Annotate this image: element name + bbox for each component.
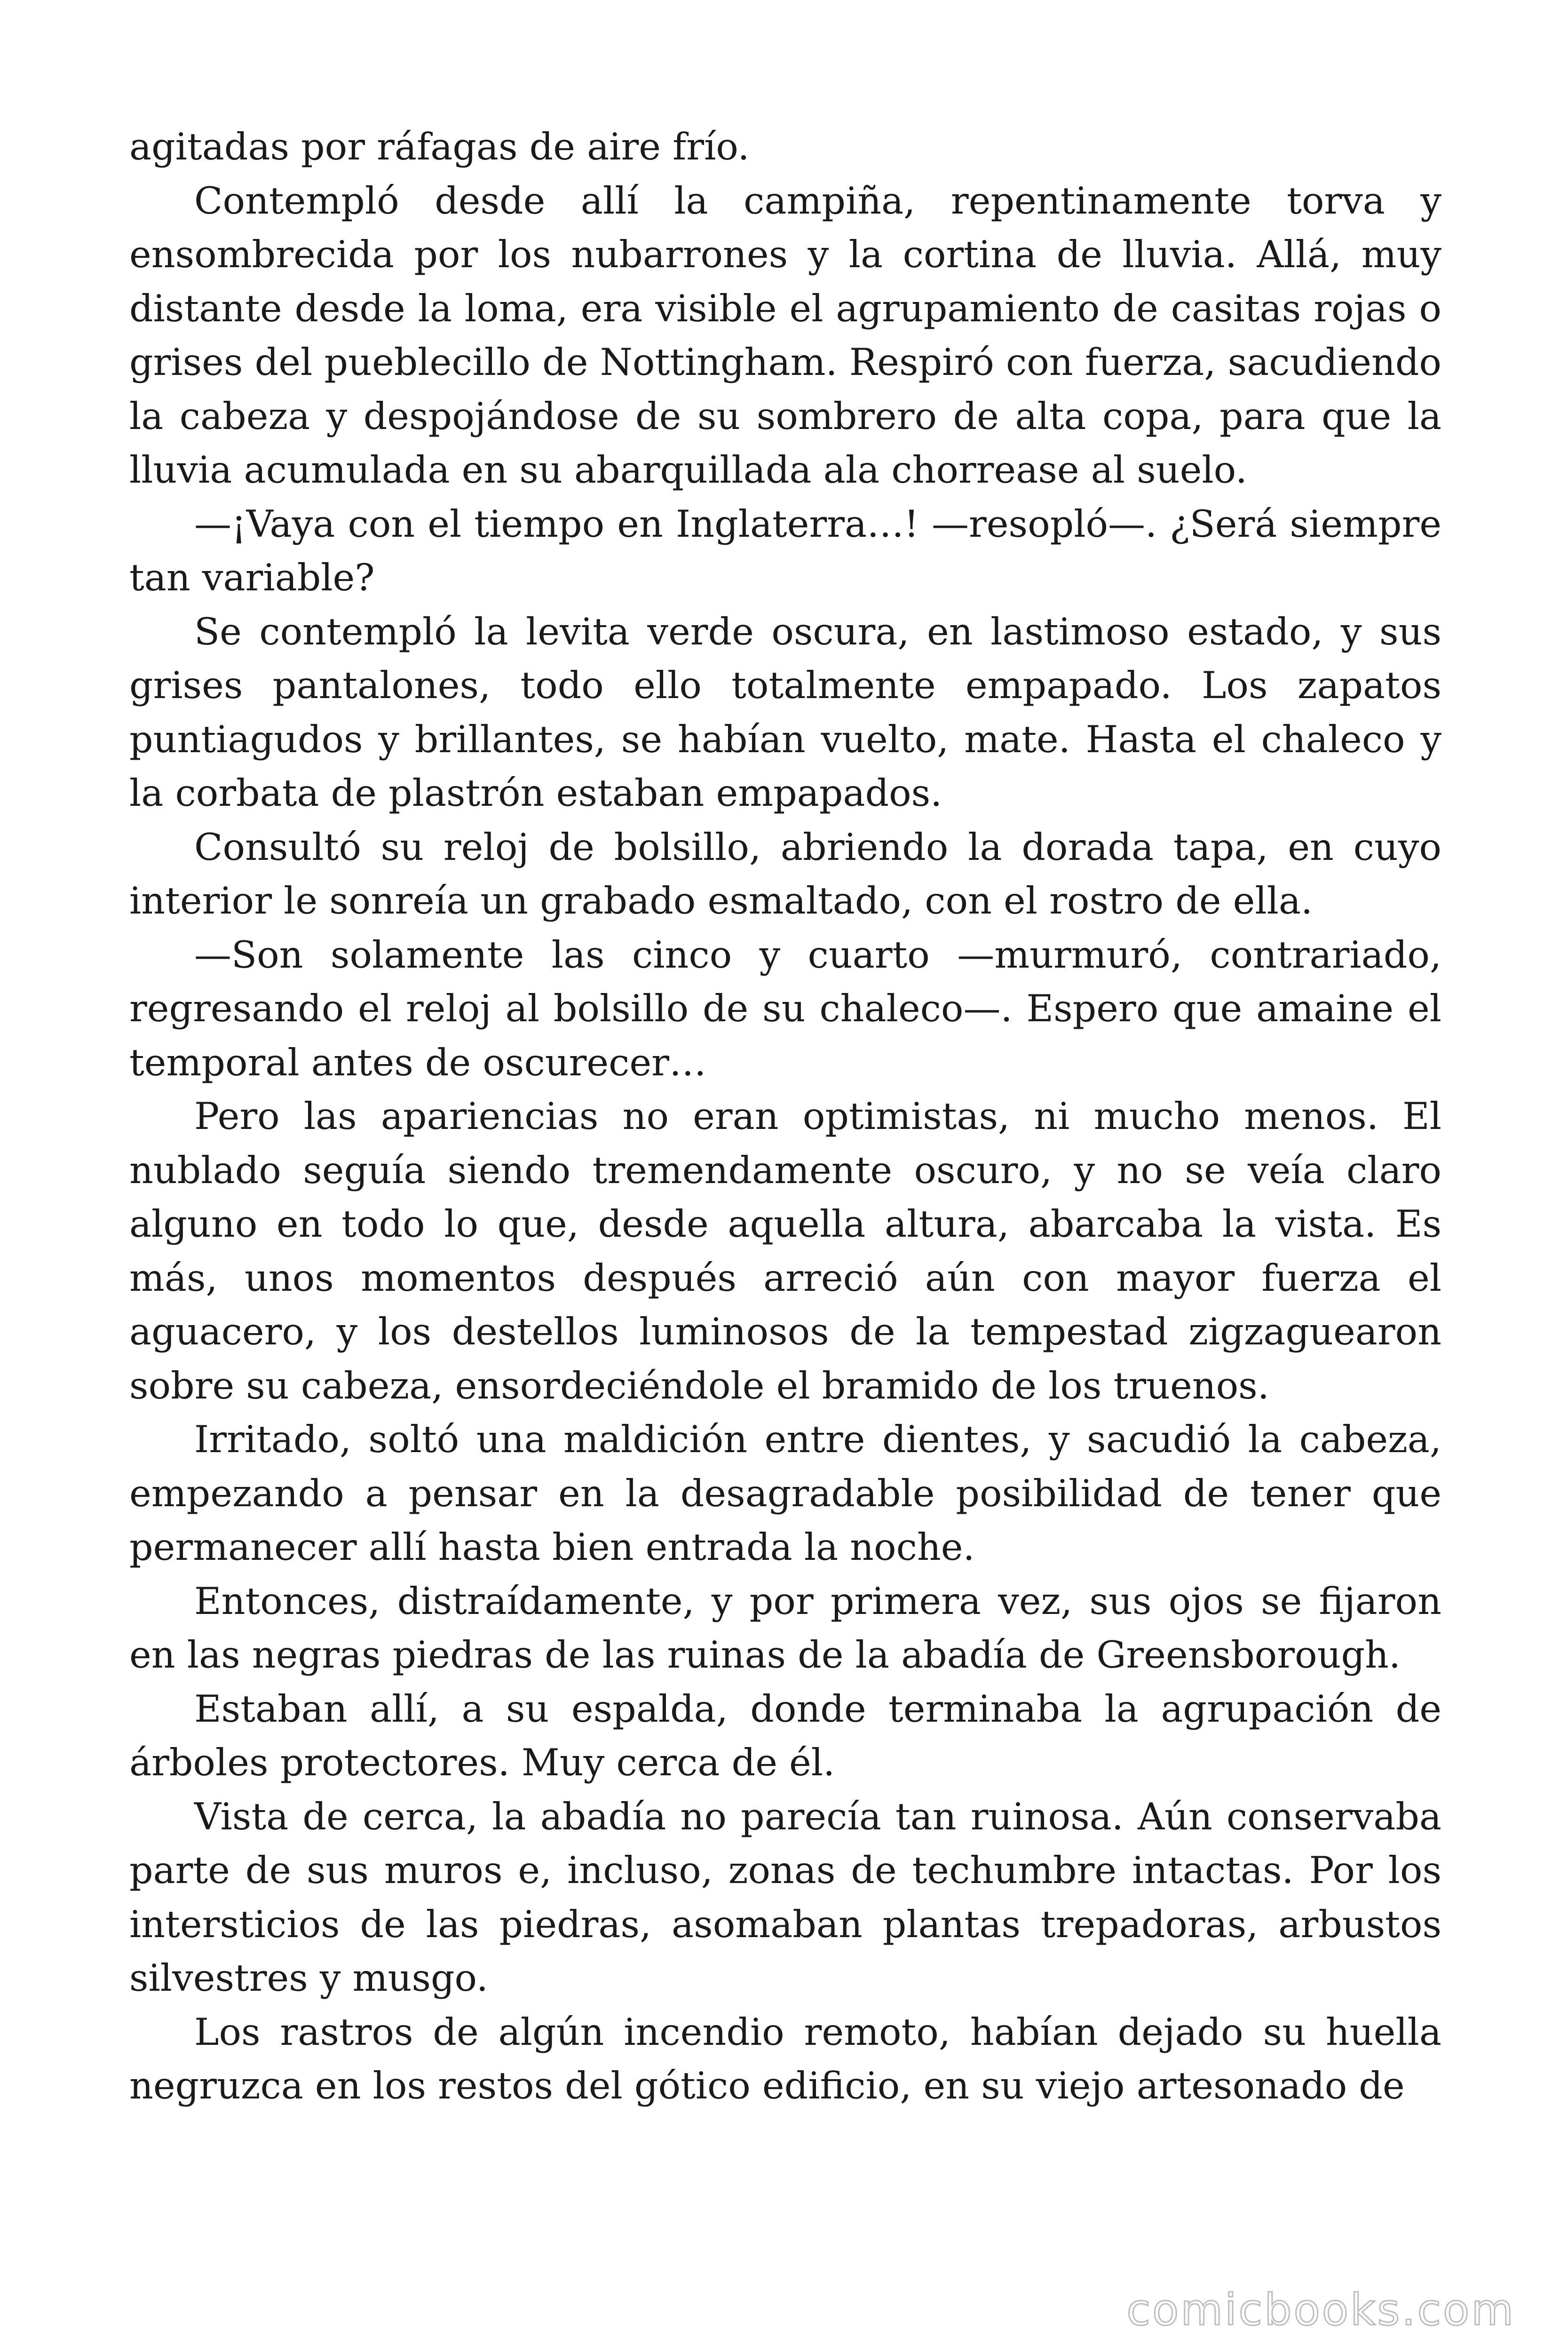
paragraph: Contempló desde allí la campiña, repentinamente torva y ensombrecida por los nubarrones y la cortina de lluvia. Allá, muy distante desde la loma, era visible el agrupamiento de casitas rojas o grises del pueblecillo de Nottingham. Respiró con fuerza, sacudiendo la cabeza y despojándose de su sombrero de alta copa, para que la lluvia acumulada en su abarquillada ala chorrease al suelo. xyxy=(129,179,1441,492)
paragraph: agitadas por ráfagas de aire frío. xyxy=(129,125,750,168)
page-text-block xyxy=(129,120,1441,2113)
paragraph: Pero las apariencias no eran optimistas, ni mucho menos. El nublado seguía siendo tremendamente oscuro, y no se veía claro alguno en todo lo que, desde aquella altura, abarcaba la vista. Es más, unos momentos después arreció aún con mayor fuerza el aguacero, y los destellos luminosos de la tempestad zigzaguearon sobre su cabeza, ensordeciéndole el bramido de los truenos. xyxy=(129,1095,1441,1407)
paragraph: Irritado, soltó una maldición entre dientes, y sacudió la cabeza, empezando a pensar en la desagradable posibilidad de tener que permanecer allí hasta bien entrada la noche. xyxy=(129,1418,1441,1569)
paragraph: Consultó su reloj de bolsillo, abriendo la dorada tapa, en cuyo interior le sonreía un grabado esmaltado, con el rostro de ella. xyxy=(129,825,1441,922)
paragraph: —Son solamente las cinco y cuarto —murmuró, contrariado, regresando el reloj al bolsillo de su chaleco—. Espero que amaine el temporal antes de oscurecer… xyxy=(129,933,1441,1084)
paragraph: Vista de cerca, la abadía no parecía tan ruinosa. Aún conservaba parte de sus muros e, incluso, zonas de techumbre intactas. Por los intersticios de las piedras, asomaban plantas trepadoras, arbustos silvestres y musgo. xyxy=(129,1795,1441,2000)
watermark: comicbooks.com xyxy=(1126,2285,1515,2335)
paragraph: Entonces, distraídamente, y por primera vez, sus ojos se fijaron en las negras piedras de las ruinas de la abadía de Greensborough. xyxy=(129,1579,1441,1677)
paragraph: Los rastros de algún incendio remoto, habían dejado su huella negruzca en los restos del gótico edificio, en su viejo artesonado de xyxy=(129,2010,1441,2107)
paragraph: —¡Vaya con el tiempo en Inglaterra…! —resopló—. ¿Será siempre tan variable? xyxy=(129,502,1441,599)
paragraph: Se contempló la levita verde oscura, en lastimoso estado, y sus grises pantalones, todo ello totalmente empapado. Los zapatos puntiagudos y brillantes, se habían vuelto, mate. Hasta el chaleco y la corbata de plastrón estaban empapados. xyxy=(129,610,1441,815)
paragraph: Estaban allí, a su espalda, donde terminaba la agrupación de árboles protectores. Muy cerca de él. xyxy=(129,1687,1441,1784)
